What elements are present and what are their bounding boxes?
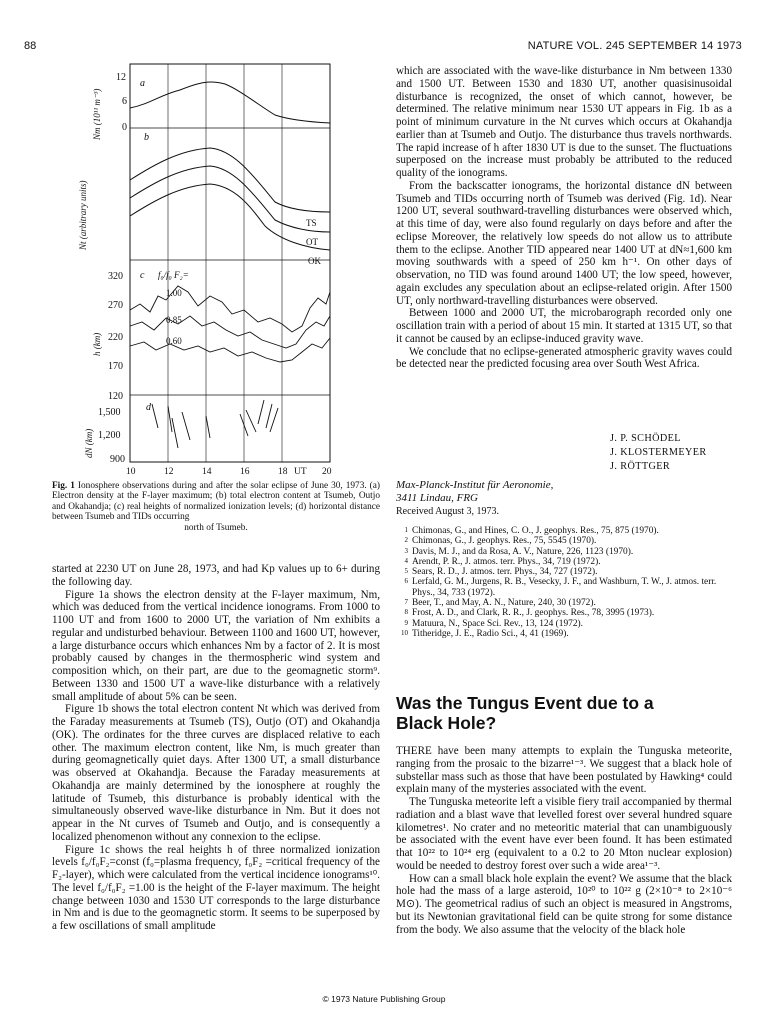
- article-para-2: The Tunguska meteorite left a visible fiery trail accompanied by thermal radiation and a blast wave that levelled forest over several hundred square kilometres¹. No crater and no meteoritic material that can unambiguously be associated with the event have ever been found. It has been estimated that 10²² to 10²⁴ erg (equivalent to a 0.2 to 20 Mton nuclear explosion) would be needed to destroy forest over such a wide area¹⁻³.: [396, 796, 732, 872]
- station-ts: TS: [306, 218, 317, 228]
- page-number: 88: [24, 40, 37, 52]
- author-1: J. P. SCHÖDEL: [610, 433, 681, 444]
- tick-c-120: 120: [108, 391, 123, 402]
- nm-curve: [130, 82, 330, 123]
- h-curve-085: [130, 316, 330, 348]
- nt-curve-ts: [130, 148, 330, 212]
- affiliation: [396, 479, 553, 505]
- reference-item: 2 Chimonas, G., J. geophys. Res., 75, 5545 (1970).: [404, 536, 597, 547]
- figure-caption: [52, 481, 380, 533]
- figure-1: [60, 60, 350, 480]
- tick-c-320: 320: [108, 271, 123, 282]
- tick-c-270: 270: [108, 300, 123, 311]
- x-tick-20: 20: [322, 467, 332, 477]
- left-para-4: Figure 1c shows the real heights h of three normalized ionization levels f₀/f₀F₂=const (f₀=plasma frequency, f₀F₂ =critical frequency of the F₂-layer), which were calculated from the vertical incidence ionograms¹⁰. The level f₀/f₀F₂ =1.00 is the height of the F-layer maximum. The height change between 1030 and 1530 UT corresponds to the large disturbance in Nm and is due to the geomagnetic storm. It seems to be superposed by a few oscillations of small amplitude: [52, 843, 380, 932]
- tick-d-900: 900: [110, 454, 125, 465]
- right-para-2: From the backscatter ionograms, the horizontal distance dN between Tsumeb and TIDs occurring north of Tsumeb was derived (Fig. 1d). Near 1200 UT, several southward-travelling disturbances were observed which, at this time of day, were also found regularly on days before and after the eclipse Moreover, the relatively low speeds do not allow us to attribute them to the eclipse. Another TID appeared near 1400 UT at dN≈1,600 km moving southwards with a speed of 250 km h⁻¹. On other days of observation, no TID was found around 1400 UT; the low speed, however, again excludes any speculation about an eclipse-related origin. After 1500 UT, only northward-travelling disturbances were observed.: [396, 179, 732, 307]
- ratio-0-85: 0.85: [166, 315, 182, 325]
- tid-tracks: [152, 400, 278, 448]
- h-curve-060: [130, 338, 330, 362]
- reference-item: 6 Lerfald, G. M., Jurgens, R. B., Vesecky, J. F., and Washburn, T. W., J. atmos. terr. Phys., 34, 733 (1972).: [404, 577, 717, 598]
- right-para-3: Between 1000 and 2000 UT, the microbarograph recorded only one oscillation train with a period of about 15 min. It started at 1315 UT, so that it cannot be caused by an eclipse-induced gravity wave.: [396, 307, 732, 345]
- reference-item: 5 Sears, R. D., J. atmos. terr. Phys., 34, 727 (1972).: [404, 567, 598, 578]
- lead-in: THERE: [396, 745, 432, 757]
- panel-label-a: a: [140, 78, 145, 89]
- ratio-header: f₀/f₀ F₂=: [158, 270, 189, 280]
- left-para-2: Figure 1a shows the electron density at the F-layer maximum, Nm, which was deduced from the vertical incidence ionograms. From 1000 to 1100 UT and from 1600 to 2000 UT, the variation of Nm exhibits a regular and undisturbed behaviour. Between 1100 and 1600 UT, however, a large disturbance occurs which enhances Nm by a factor of 2. It is most probably caused by changes in the thermospheric wind system and composition which, on their part, are due to the geomagnetic storm⁹. Between 1330 and 1500 UT a wave-like disturbance with a relatively small amplitude of about 5% can be seen.: [52, 588, 380, 703]
- right-column-text: [396, 65, 732, 371]
- tick-a-12: 12: [116, 72, 126, 83]
- tick-d-1200: 1,200: [98, 430, 121, 441]
- caption-text: Ionosphere observations during and after the solar eclipse of June 30, 1973. (a) Electron density at the F-layer maximum; (b) total electron content at Tsumeb, Outjo and Okahandja; (c) real heights of normalized ionization levels; (d) horizontal distance between Tsumeb and TIDs occurring: [52, 481, 380, 523]
- reference-item: 1 Chimonas, G., and Hines, C. O., J. geophys. Res., 75, 875 (1970).: [404, 526, 659, 536]
- caption-last-line: north of Tsumeb.: [184, 522, 248, 533]
- right-para-1: which are associated with the wave-like disturbance in Nm between 1330 and 1500 UT. Between 1530 and 1830 UT, another quasisinusoidal disturbance is recognized, the onset of which cannot, however, be determined. The relative minimum near 1530 UT appears in Fig. 1b as a point of minimum curvature in the Nt curves which occurs at Okahandja earlier than at Tsumeb and Outjo. The disturbance thus travels northwards. The rapid increase of h after 1830 UT is due to the sunset. The fluctuations superposed on the increase must probably be attributed to the reduced quality of the ionograms.: [396, 65, 732, 179]
- x-tick-18: 18: [278, 467, 288, 477]
- x-tick-14: 14: [202, 467, 212, 477]
- article-para-3: How can a small black hole explain the event? We assume that the black hole had the mass of a large asteroid, 10²⁰ to 10²² g (2×10⁻⁸ to 2×10⁻⁶ M⊙). The geometrical radius of such an object is measured in Angstroms, but its Newtonian gravitational field can be quite strong for some distance from the body. We also assume that the velocity of the black hole: [396, 872, 732, 936]
- tick-c-170: 170: [108, 361, 123, 372]
- reference-item: 9 Matuura, N., Space Sci. Rev., 13, 124 (1972).: [404, 618, 583, 629]
- author-3: J. RÖTTGER: [610, 461, 671, 472]
- x-tick-16: 16: [240, 467, 250, 477]
- h-curve-100: [130, 286, 330, 332]
- y-axis-b-label: Nt (arbitrary units): [78, 180, 88, 250]
- article-body: [396, 745, 732, 936]
- y-axis-a-label: Nm (10¹¹ m⁻³): [92, 88, 102, 140]
- station-ot: OT: [306, 237, 318, 247]
- reference-item: 4 Arendt, P. R., J. atmos. terr. Phys., 34, 719 (1972).: [404, 556, 601, 567]
- y-axis-d-label: dN (km): [84, 428, 94, 458]
- article-para-1: THERE have been many attempts to explain the Tunguska meteorite, ranging from the prosaic to the bizarre¹⁻³. We suggest that a black hole of substellar mass such as those that have been postulated by Hawking⁴ could explain many of the mysteries associated with the event.: [396, 745, 732, 796]
- right-para-4: We conclude that no eclipse-generated atmospheric gravity waves could be detected near the predicted focusing area over South West Africa.: [396, 345, 732, 371]
- caption-label: Fig. 1: [52, 481, 75, 491]
- tick-d-1500: 1,500: [98, 407, 121, 418]
- x-tick-10: 10: [126, 467, 136, 477]
- received-date: Received August 3, 1973.: [396, 506, 500, 517]
- reference-list: [396, 526, 736, 639]
- reference-item: 7 Beer, T., and May, A. N., Nature, 240, 30 (1972).: [404, 598, 596, 609]
- x-tick-12: 12: [164, 467, 174, 477]
- station-ok: OK: [308, 256, 321, 266]
- x-unit: UT: [294, 467, 307, 477]
- reference-item: 8 Frost, A. D., and Clark, R. R., J. geophys. Res., 78, 3995 (1973).: [404, 608, 655, 619]
- affiliation-line-2: 3411 Lindau, FRG: [396, 491, 478, 504]
- reference-item: 10 Titheridge, J. E., Radio Sci., 4, 41 (1969).: [401, 628, 569, 639]
- copyright-footer: © 1973 Nature Publishing Group: [322, 994, 446, 1004]
- panel-label-c: c: [140, 270, 145, 281]
- ratio-0-60: 0.60: [166, 336, 182, 346]
- reference-item: 3 Davis, M. J., and da Rosa, A. V., Nature, 226, 1123 (1970).: [404, 546, 634, 557]
- nt-curve-ok: [130, 184, 330, 250]
- figure-frame: [130, 64, 330, 462]
- tick-a-0: 0: [122, 122, 127, 133]
- left-column-text: [52, 563, 380, 933]
- running-head: NATURE VOL. 245 SEPTEMBER 14 1973: [527, 40, 742, 52]
- tick-c-220: 220: [108, 332, 123, 343]
- ratio-1-00: 1.00: [166, 288, 182, 298]
- left-para-1: started at 2230 UT on June 28, 1973, and had Kp values up to 6+ during the following day.: [52, 563, 380, 588]
- y-axis-c-label: h (km): [92, 332, 102, 356]
- author-2: J. KLOSTERMEYER: [610, 447, 707, 458]
- panel-label-b: b: [144, 132, 149, 143]
- tick-a-6: 6: [122, 96, 127, 107]
- affiliation-line-1: Max-Planck-Institut für Aeronomie,: [396, 479, 554, 491]
- panel-label-d: d: [146, 402, 151, 413]
- article-title: Was the Tungus Event due to a Black Hole?: [396, 693, 654, 733]
- left-para-3: Figure 1b shows the total electron content Nt which was derived from the Faraday measurements at Tsumeb (TS), Outjo (OT) and Okahandja (OK). The ordinates for the three curves are displaced relative to each other. The maximum electron content, like Nm, is much greater than during geomagnetically quiet days. After 1300 UT, a small disturbance was observed at Okahandja. Because the Faraday measurements at Okahandja are mainly determined by the ionosphere at roughly the latitude of Tsumeb, this disturbance is probably identical with the simultaneously observed wave-like disturbance in Nm. But it does not appear in the Nt curves of Tsumeb and Outjo, and is consequently a localized phenomenon without any connexion to the eclipse.: [52, 703, 380, 843]
